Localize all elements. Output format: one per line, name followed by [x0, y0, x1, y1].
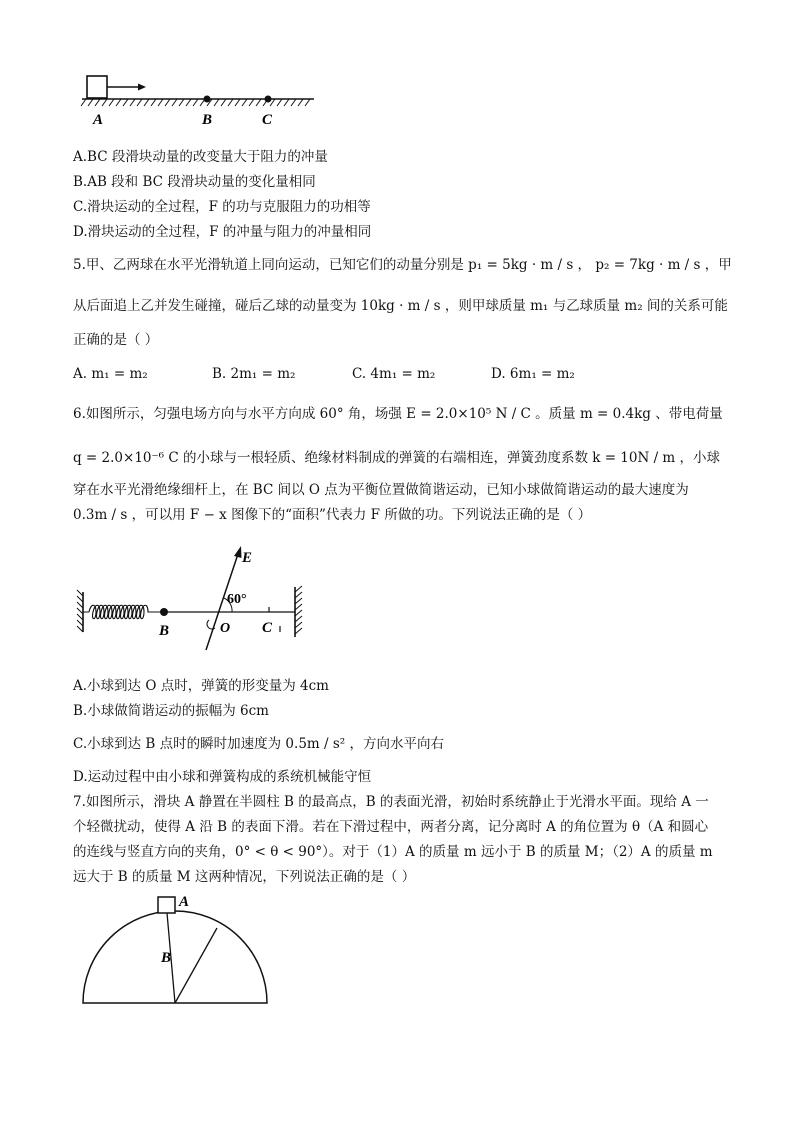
label-a: A	[93, 112, 104, 128]
q6-option-a: A.小球到达 O 点时，弹簧的形变量为 4cm	[73, 678, 329, 694]
label-a: A	[179, 894, 190, 910]
q6-stem-line-4: 0.3m / s ，可以用 F − x 图像下的“面积”代表力 F 所做的功。下列说法正确的是（ ）	[73, 507, 592, 523]
label-c: C	[262, 112, 273, 128]
left-wall-hatching	[77, 590, 83, 632]
q7-stem-line-2: 个轻微扰动，使得 A 沿 B 的表面下滑。若在下滑过程中，两者分离，记分离时 A 的角位置为 θ（A 和圆心	[73, 819, 709, 835]
q6-stem-line-2: q = 2.0×10⁻⁶ C 的小球与一根轻质、绝缘材料制成的弹簧的右端相连，弹簧劲度系数 k = 10N / m ，小球	[73, 450, 721, 466]
sliding-block	[87, 76, 107, 98]
label-e: E	[242, 550, 253, 566]
point-b-dot	[204, 96, 211, 103]
label-c: C	[262, 620, 273, 636]
q5-stem-line-1: 5.甲、乙两球在水平光滑轨道上同向运动，已知它们的动量分别是 p₁ = 5kg · m / s ， p₂ = 7kg · m / s ，甲	[73, 257, 732, 273]
field-arrow-head	[234, 546, 242, 558]
q4-option-a: A.BC 段滑块动量的改变量大于阻力的冲量	[73, 149, 328, 165]
q5-option-b: B. 2m₁ = m₂	[212, 366, 296, 382]
q4-option-c: C.滑块运动的全过程，F 的功与克服阻力的功相等	[73, 199, 371, 215]
point-c-dot	[265, 96, 272, 103]
label-b: B	[161, 950, 172, 966]
q4-option-d: D.滑块运动的全过程，F 的冲量与阻力的冲量相同	[73, 224, 372, 240]
right-wall-hatching	[295, 586, 302, 634]
figure-block-on-track	[78, 70, 323, 130]
q7-stem-line-4: 远大于 B 的质量 M 这两种情况，下列说法正确的是（ ）	[73, 869, 416, 885]
q5-option-d: D. 6m₁ = m₂	[491, 366, 575, 382]
q5-option-c: C. 4m₁ = m₂	[352, 366, 436, 382]
figure-spring-field	[74, 540, 314, 660]
charged-ball	[160, 608, 168, 616]
radius-to-separation	[175, 928, 217, 1003]
label-o: O	[220, 621, 231, 636]
q7-stem-line-1: 7.如图所示，滑块 A 静置在半圆柱 B 的最高点，B 的表面光滑，初始时系统静止于光滑水平面。现给 A 一	[73, 794, 709, 810]
q6-stem-line-3: 穿在水平光滑绝缘细杆上，在 BC 间以 O 点为平衡位置做简谐运动，已知小球做简谐运动的最大速度为	[73, 482, 689, 498]
label-angle: 60°	[227, 592, 247, 607]
q5-option-a: A. m₁ = m₂	[73, 366, 148, 382]
q6-option-b: B.小球做简谐运动的振幅为 6cm	[73, 703, 269, 719]
label-b: B	[202, 112, 213, 128]
q6-stem-line-1: 6.如图所示，匀强电场方向与水平方向成 60° 角，场强 E = 2.0×10⁵ N / C 。质量 m = 0.4kg 、带电荷量	[73, 406, 723, 422]
block-a	[158, 897, 175, 913]
q7-stem-line-3: 的连线与竖直方向的夹角，0° < θ < 90°）。对于（1）A 的质量 m 远小于 B 的质量 M；（2）A 的质量 m	[73, 844, 713, 860]
q4-option-b: B.AB 段和 BC 段滑块动量的变化量相同	[73, 174, 316, 190]
label-b: B	[159, 623, 170, 639]
half-cylinder-outline	[83, 911, 267, 1003]
q5-stem-line-3: 正确的是（ ）	[73, 332, 159, 348]
q5-stem-line-2: 从后面追上乙并发生碰撞，碰后乙球的动量变为 10kg · m / s ，则甲球质量 m₁ 与乙球质量 m₂ 间的关系可能	[73, 298, 728, 314]
q6-option-c: C.小球到达 B 点时的瞬时加速度为 0.5m / s² ，方向水平向右	[73, 736, 444, 752]
figure-half-cylinder	[78, 892, 278, 1010]
spring-coil	[83, 605, 163, 619]
ground-hatching	[81, 99, 310, 106]
force-arrow-head	[138, 84, 146, 91]
q6-option-d: D.运动过程中由小球和弹簧构成的系统机械能守恒	[73, 769, 372, 785]
